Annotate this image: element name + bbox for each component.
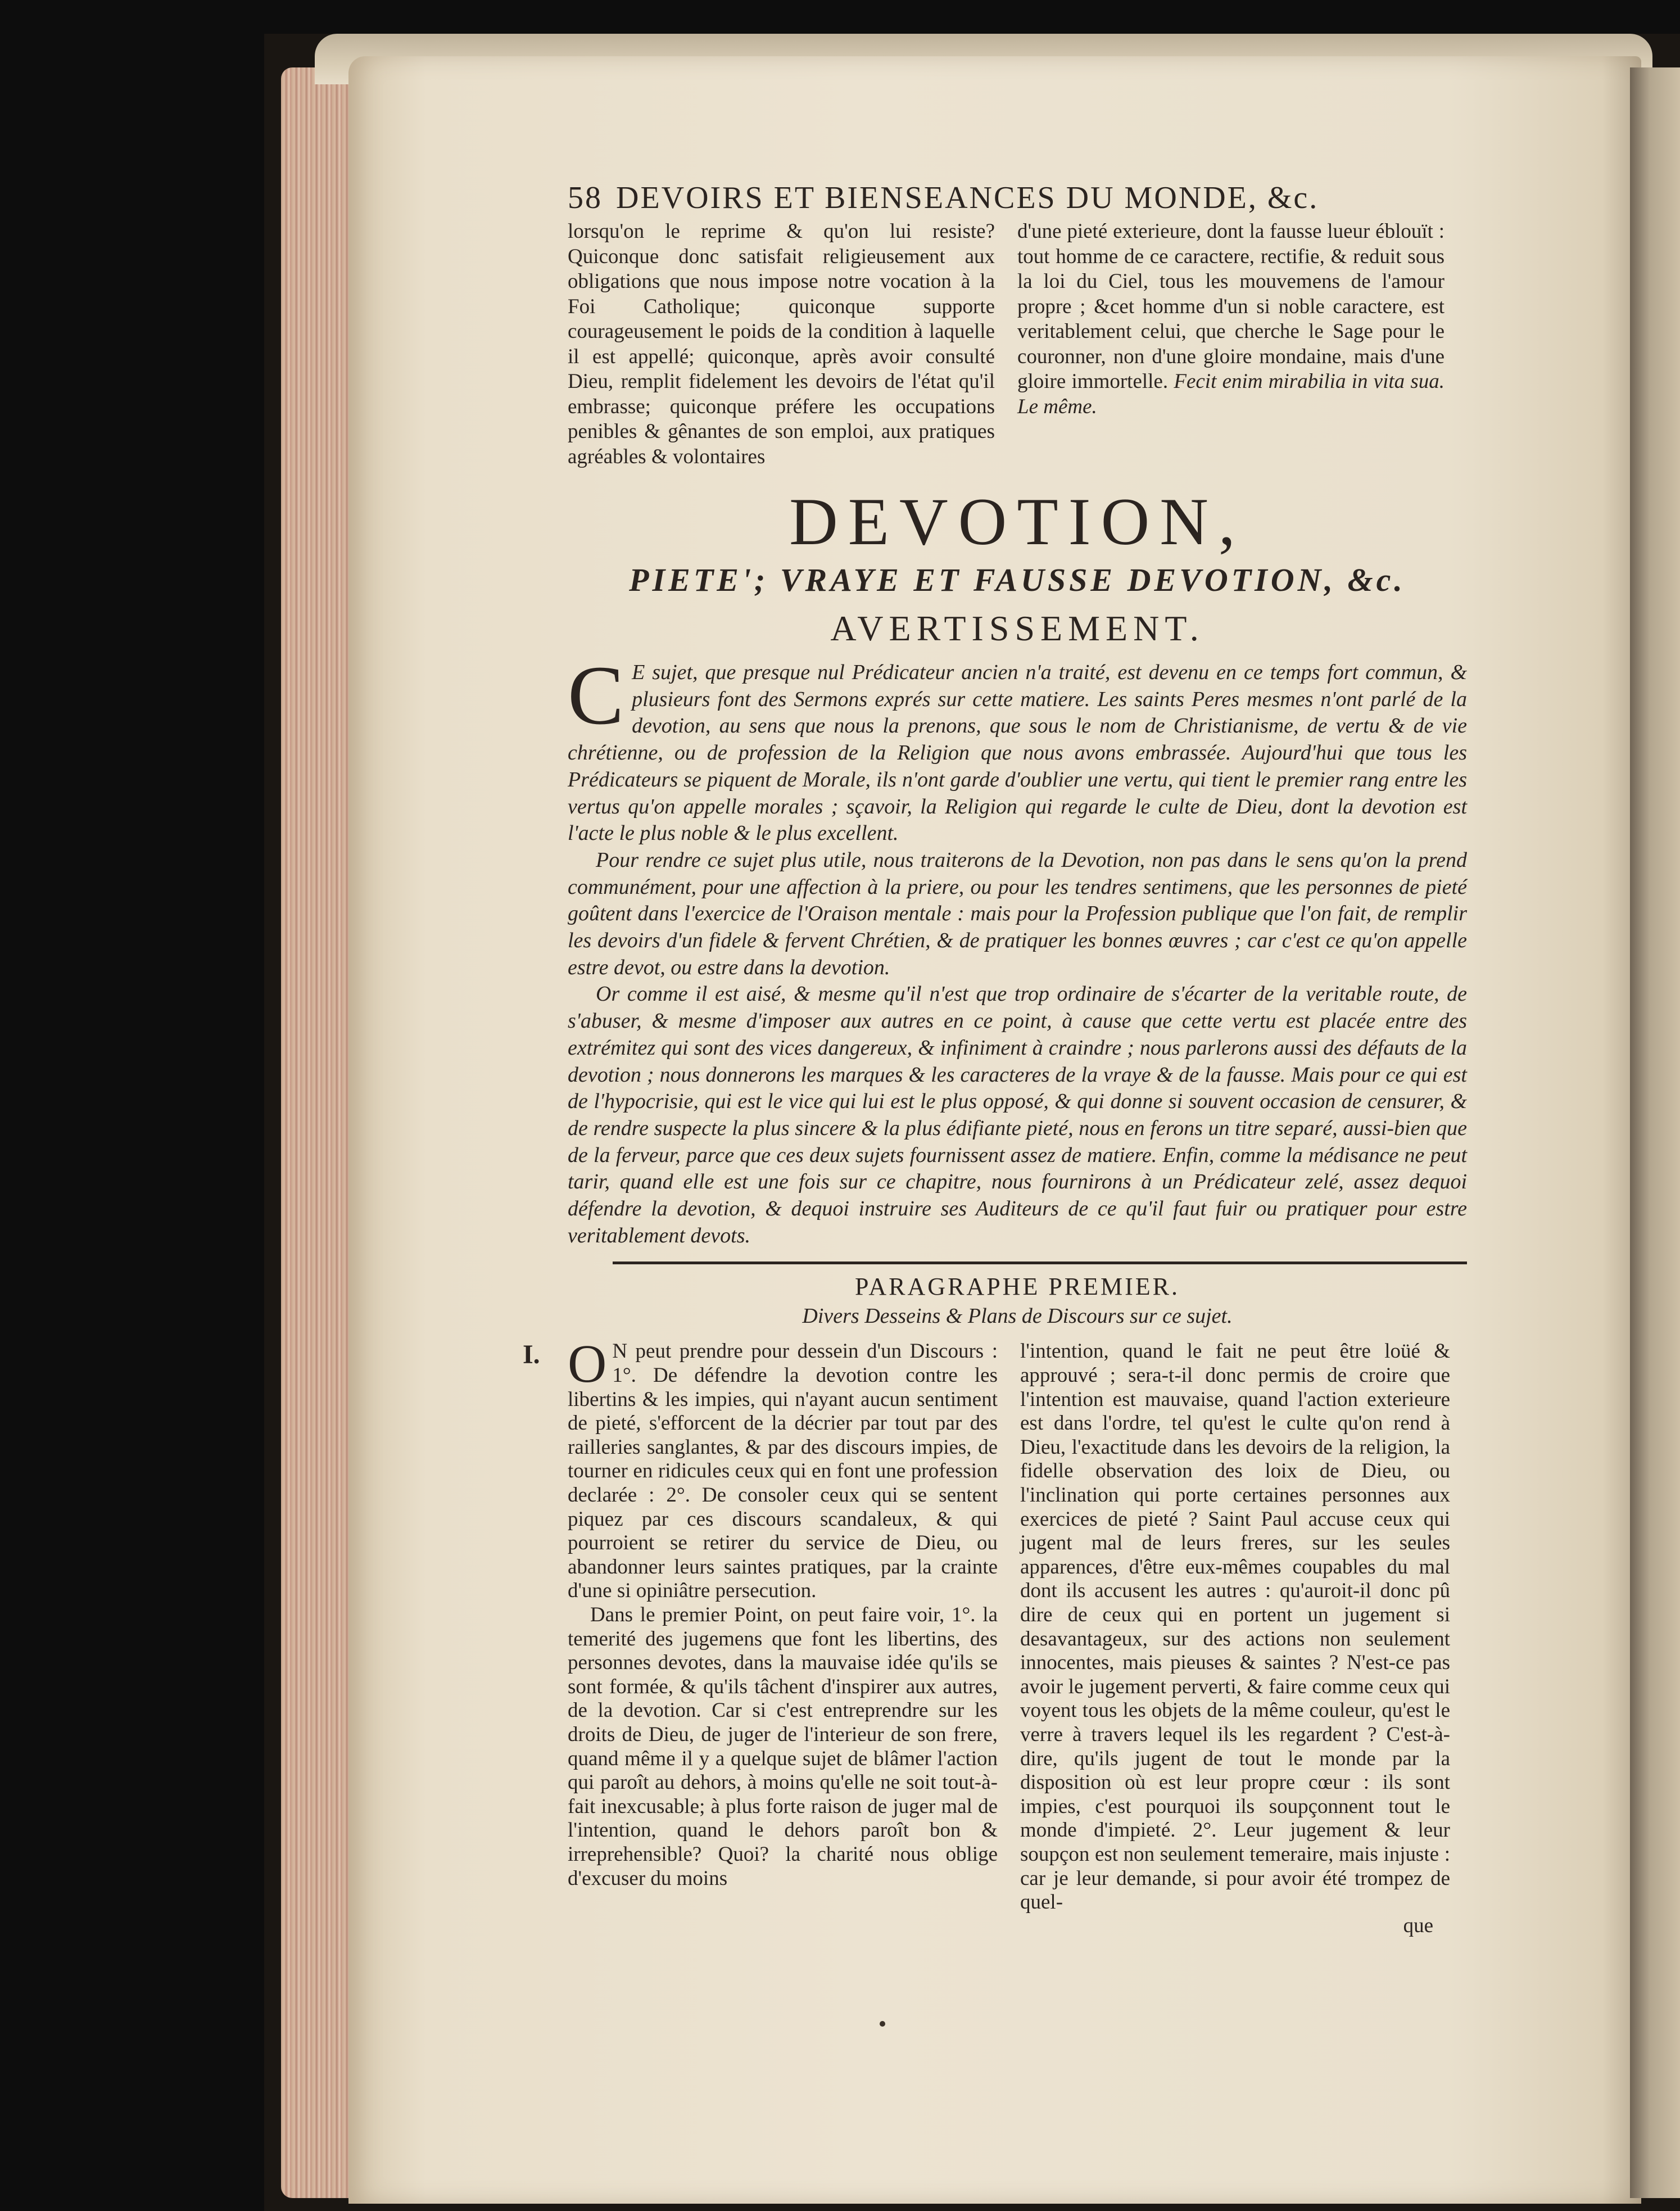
drop-cap: O <box>568 1333 607 1394</box>
body-paragraph <box>568 1333 998 1603</box>
section-subtitle: PIETE'; VRAYE ET FAUSSE DEVOTION, &c. <box>629 562 1406 598</box>
top-left-column: lorsqu'on le reprime & qu'on lui resiste? Quiconque donc satisfait religieusement aux obligations que nous impose notre vocation à la Foi Catholique; quiconque supporte courageusement le poids de la condition à laquelle il est appellé; quiconque, après avoir consulté Dieu, remplit fidelement les devoirs de l'état qu'il embrasse; quiconque préfere les occupations penibles & gênantes de son emploi, aux pratiques agréables & volontaires <box>568 220 995 468</box>
facing-page-edge <box>1630 67 1680 2198</box>
page-mark <box>880 2021 885 2027</box>
top-right-text: d'une pieté exterieure, dont la fausse lueur éblouït : tout homme de ce caractere, rectifie, & reduit sous la loi du Ciel, tous les mouvemens de l'amour propre ; &cet homme d'un si noble caractere, est veritablement celui, que cherche le Sage pour le couronner, non d'une gloire mondaine, mais d'une gloire immortelle. <box>1017 220 1444 393</box>
catchword: que <box>1403 1914 1433 1937</box>
body-paragraph: l'intention, quand le fait ne peut être loüé & approuvé ; sera-t-il donc permis de croire que l'intention est mauvaise, quand l'action exterieure est dans l'ordre, tel qu'est le culte qu'on rend à Dieu, l'exactitude dans les devoirs de la religion, la fidelle observation des loix de Dieu, ou l'inclination qui porte certaines personnes aux exercices de pieté ? Saint Paul accuse ceux qui jugent mal de leurs freres, sur les seules apparences, d'être eux-mêmes coupables du mal dont ils accusent les autres : qu'auroit-il donc pû dire de ceux qui en portent un jugement si desavantageux, sur des actions non seulement innocentes, mais pieuses & saintes ? N'est-ce pas avoir le jugement perverti, & faire comme ceux qui voyent tous les objets de la même couleur, qu'est le verre à travers lequel ils les regardent ? C'est-à-dire, qu'ils jugent de tout le monde par la disposition où est leur propre cœur : ils sont impies, c'est pourquoi ils soupçonnent tout le monde d'impieté. 2°. Leur jugement & leur soupçon est non seulement temeraire, mais injuste : car je leur demande, si pour avoir été trompez de quel- <box>1020 1340 1450 1914</box>
page-content <box>523 180 1467 1937</box>
avertissement-paragraph: Or comme il est aisé, & mesme qu'il n'est que trop ordinaire de s'écarter de la veritable route, de s'abuser, & mesme d'imposer aux autres en ce point, à cause que cette vertu est placée entre des extrémitez qui sont des vices dangereux, & infiniment à craindre ; nous parlerons aussi des défauts de la devotion ; nous donnerons les marques & les caracteres de la vraye & de la fausse. Mais pour ce qui est de l'hypocrisie, qui est le vice qui lui est le plus opposé, & qui donne si souvent occasion de censurer, & de rendre suspecte la plus sincere & la plus édifiante pieté, nous en ferons un titre separé, aussi-bien que de la ferveur, parce que ces deux sujets fournissent assez de matiere. Enfin, comme la médisance ne peut tarir, quand elle est une fois sur ce chapitre, nous fournirons à un Prédicateur zelé, assez dequoi défendre la devotion, & dequoi instruire ses Auditeurs de ce qu'il faut fuir ou pratiquer pour estre veritablement devots. <box>568 982 1467 1247</box>
page-number: 58 <box>568 180 603 215</box>
running-title: DEVOIRS ET BIENSEANCES DU MONDE, &c. <box>616 180 1319 215</box>
drop-cap: C <box>568 649 624 742</box>
paragraph-heading: PARAGRAPHE PREMIER. <box>854 1273 1180 1301</box>
marginal-numeral: I. <box>523 1340 540 1370</box>
running-head <box>568 180 1467 216</box>
body-two-columns <box>523 1333 1467 1937</box>
top-two-columns <box>568 219 1467 469</box>
latin-quote: Fecit enim mirabilia in vita sua. Le même. <box>1017 370 1445 418</box>
avertissement-paragraph <box>568 649 1467 847</box>
body-paragraph: Dans le premier Point, on peut faire voir, 1°. la temerité des jugemens que font les libertins, des personnes devotes, dans la mauvaise idée qu'ils se sont formée, & qu'ils tâchent d'inspirer aux autres, de la devotion. Car si c'est entreprendre sur les droits de Dieu, de juger de l'interieur de son frere, quand même il y a quelque sujet de blâmer l'action qui paroît au dehors, à moins qu'elle ne soit tout-à-fait inexcusable; à plus forte raison de juger mal de l'intention, quand le dehors paroît bon & irreprehensible? Quoi? la charité nous oblige d'excuser du moins <box>568 1603 998 1890</box>
avertissement-heading: AVERTISSEMENT. <box>830 608 1204 648</box>
horizontal-rule <box>613 1262 1467 1264</box>
avertissement-body <box>568 649 1467 1249</box>
paragraph-text: E sujet, que presque nul Prédicateur ancien n'a traité, est devenu en ce temps fort commun, & plusieurs font des Sermons exprés sur cette matiere. Les saints Peres mesmes n'ont parlé de la devotion, au sens que nous la prenons, que sous le nom de Christianisme, de vertu & de vie chrétienne, ou de profession de la Religion que nous avons embrassée. Aujourd'hui que tous les Prédicateurs se piquent de Morale, ils n'ont garde d'oublier une vertu, qui tient le premier rang entre les vertus qu'on appelle morales ; sçavoir, la Religion qui regarde le culte de Dieu, dont la devotion est l'acte le plus noble & le plus excellent. <box>568 661 1467 845</box>
paragraph-subheading: Divers Desseins & Plans de Discours sur ce sujet. <box>802 1304 1233 1328</box>
paragraph-text: N peut prendre pour dessein d'un Discours : 1°. De défendre la devotion contre les libertins & les impies, qui n'ayant aucun sentiment de pieté, s'efforcent de la décrier par tout par des railleries sanglantes, & par des discours impies, de tourner en ridicules ceux qui en font une profession declarée : 2°. De consoler ceux qui se sentent piquez par ces discours scandaleux, & qui pourroient se retirer du service de Dieu, ou abandonner leurs saintes pratiques, par la crainte d'une si opiniâtre persecution. <box>568 1340 998 1603</box>
avertissement-paragraph: Pour rendre ce sujet plus utile, nous traiterons de la Devotion, non pas dans le sens qu'on la prend communément, pour une affection à la priere, ou pour les tendres sentimens, que les personnes de pieté goûtent dans l'exercice de l'Oraison mentale : mais pour la Profession publique que l'on fait, de remplir les devoirs d'un fidele & fervent Chrétien, & de pratiquer les bonnes œuvres ; car c'est ce qu'on appelle estre devot, ou estre dans la devotion. <box>568 848 1467 979</box>
top-right-column <box>1017 219 1467 469</box>
body-left-column <box>568 1333 998 1937</box>
body-right-column <box>1020 1340 1467 1937</box>
section-title: DEVOTION, <box>789 484 1246 559</box>
